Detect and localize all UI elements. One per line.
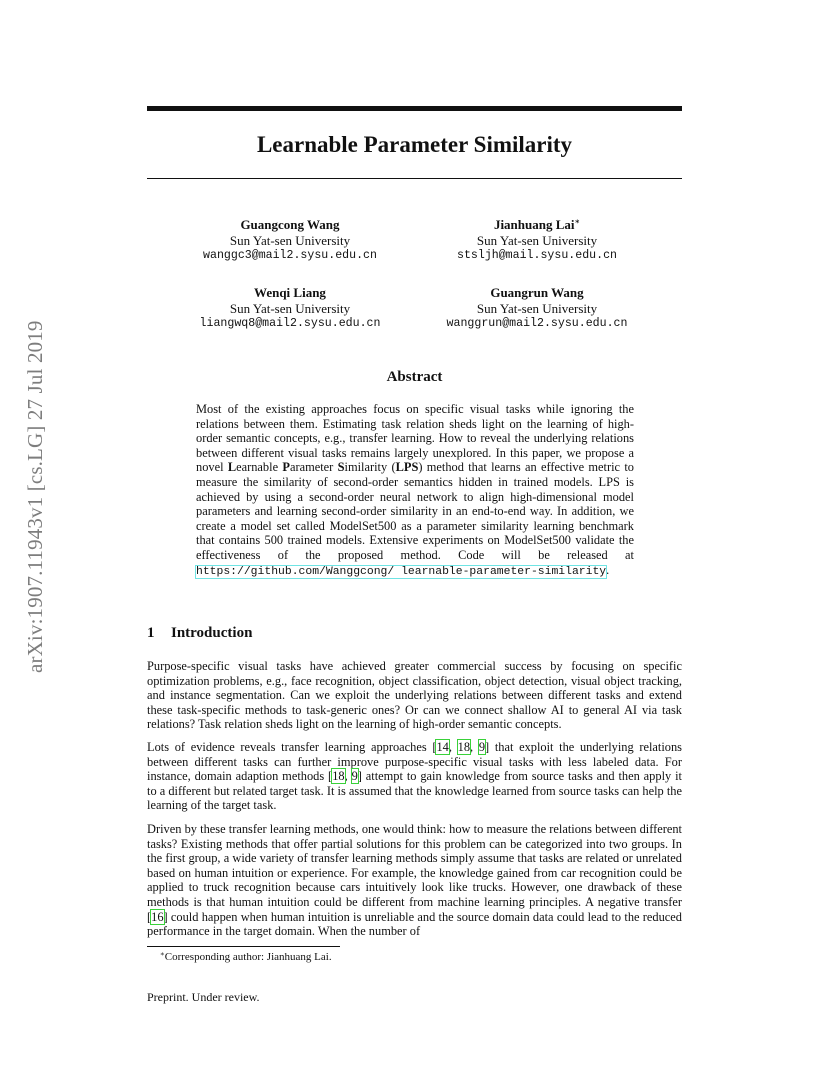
section-title: Introduction [171,625,253,641]
author-name: Wenqi Liang [254,285,326,300]
citation-link[interactable]: 9 [351,769,358,784]
author-name: Guangrun Wang [490,285,584,300]
citation-link[interactable]: 14 [436,740,449,754]
footnote-rule [147,946,340,947]
section-number: 1 [147,625,155,641]
footnote: ∗Corresponding author: Jianhuang Lai. [160,950,332,963]
abstract-text: Most of the existing approaches focus on specific visual tasks while ignoring the relations between them. Estimating task relation sheds light on the learning of high-order semantic concepts, e.g., transfer learning. How to reveal the underlying relations between different visual tasks remains largely unexplored. In this paper, we propose a novel Learnable Parameter Similarity (LPS) method that learns an effective metric to measure the similarity of second-order semantics hidden in trained models. LPS is achieved by using a second-order neural network to align high-dimensional model parameters and learning second-order similarity in an end-to-end way. In addition, we create a model set called ModelSet500 as a parameter similarity learning benchmark that contains 500 trained models. Extensive experiments on ModelSet500 validate the effectiveness of the proposed method. Code will be released at https://github.com/Wanggcong/ learnable-parameter-similarity. [196,402,634,578]
author-email: wanggrun@mail2.sysu.edu.cn [446,317,628,330]
author-affiliation: Sun Yat-sen University [476,300,598,316]
section-heading-introduction [147,624,252,642]
author-email: wanggc3@mail2.sysu.edu.cn [203,249,377,262]
arxiv-stamp: arXiv:1907.11943v1 [cs.LG] 27 Jul 2019 [23,320,47,673]
abstract-heading: Abstract [386,369,443,385]
author-email: stsljh@mail.sysu.edu.cn [456,249,618,262]
author-email: liangwq8@mail2.sysu.edu.cn [199,317,381,330]
corresponding-author-mark: ∗ [574,217,581,226]
intro-paragraph-3: Driven by these transfer learning methods, one would think: how to measure the relations between different tasks? Existing methods that offer partial solutions for this problem can be categorized into two groups. In the first group, a wide variety of transfer learning methods simply assume that tasks are related or unrelated based on human intuition or experience. For example, the knowledge gained from car recognition could be applied to truck recognition because cars intuitively look like trucks. However, one drawback of these methods is that human intuition could be different from machine learning principles. A negative transfer [16] could happen when human intuition is unreliable and the source domain data could lead to the reduced performance in the target domain. When the number of [147,822,682,939]
citation-link[interactable]: 16 [151,909,164,924]
paper-title: Learnable Parameter Similarity [256,132,573,157]
footnote-mark: ∗ [160,950,165,958]
author-block-4 [407,285,667,332]
preprint-note: Preprint. Under review. [147,990,260,1004]
author-block-1 [160,217,420,264]
citation-link[interactable]: 18 [332,769,345,784]
intro-paragraph-2: Lots of evidence reveals transfer learning approaches [14, 18, 9] that exploit the underlying relations between different tasks can further improve purpose-specific visual tasks with less labeled data. For instance, domain adaption methods [18, 9] attempt to gain knowledge from source tasks and then apply it to a different but related target task. It is assumed that the knowledge learned from source tasks can help the learning of the target task. [147,740,683,813]
author-name: Jianhuang Lai∗ [493,217,581,232]
citation-link[interactable]: 18 [457,740,471,754]
code-url-link[interactable]: https://github.com/Wanggcong/ learnable-parameter-similarity [196,565,607,578]
author-affiliation: Sun Yat-sen University [229,300,351,316]
author-block-2 [407,217,667,264]
title-top-rule [147,106,682,111]
author-affiliation: Sun Yat-sen University [476,232,598,248]
intro-paragraph-1: Purpose-specific visual tasks have achieved greater commercial success by focusing on specific optimization problems, e.g., face recognition, object classification, object detection, visual object tracking, and instance segmentation. Can we exploit the underlying relations between different tasks and extend these task-specific methods to task-generic ones? Or can we connect shallow AI to general AI via task relations? Task relation sheds light on the learning of high-order semantic concepts. [147,659,682,732]
author-affiliation: Sun Yat-sen University [229,232,351,248]
citation-link[interactable]: 9 [478,740,486,754]
author-name: Guangcong Wang [240,217,340,232]
author-block-3 [160,285,420,332]
title-bottom-rule [147,178,682,179]
